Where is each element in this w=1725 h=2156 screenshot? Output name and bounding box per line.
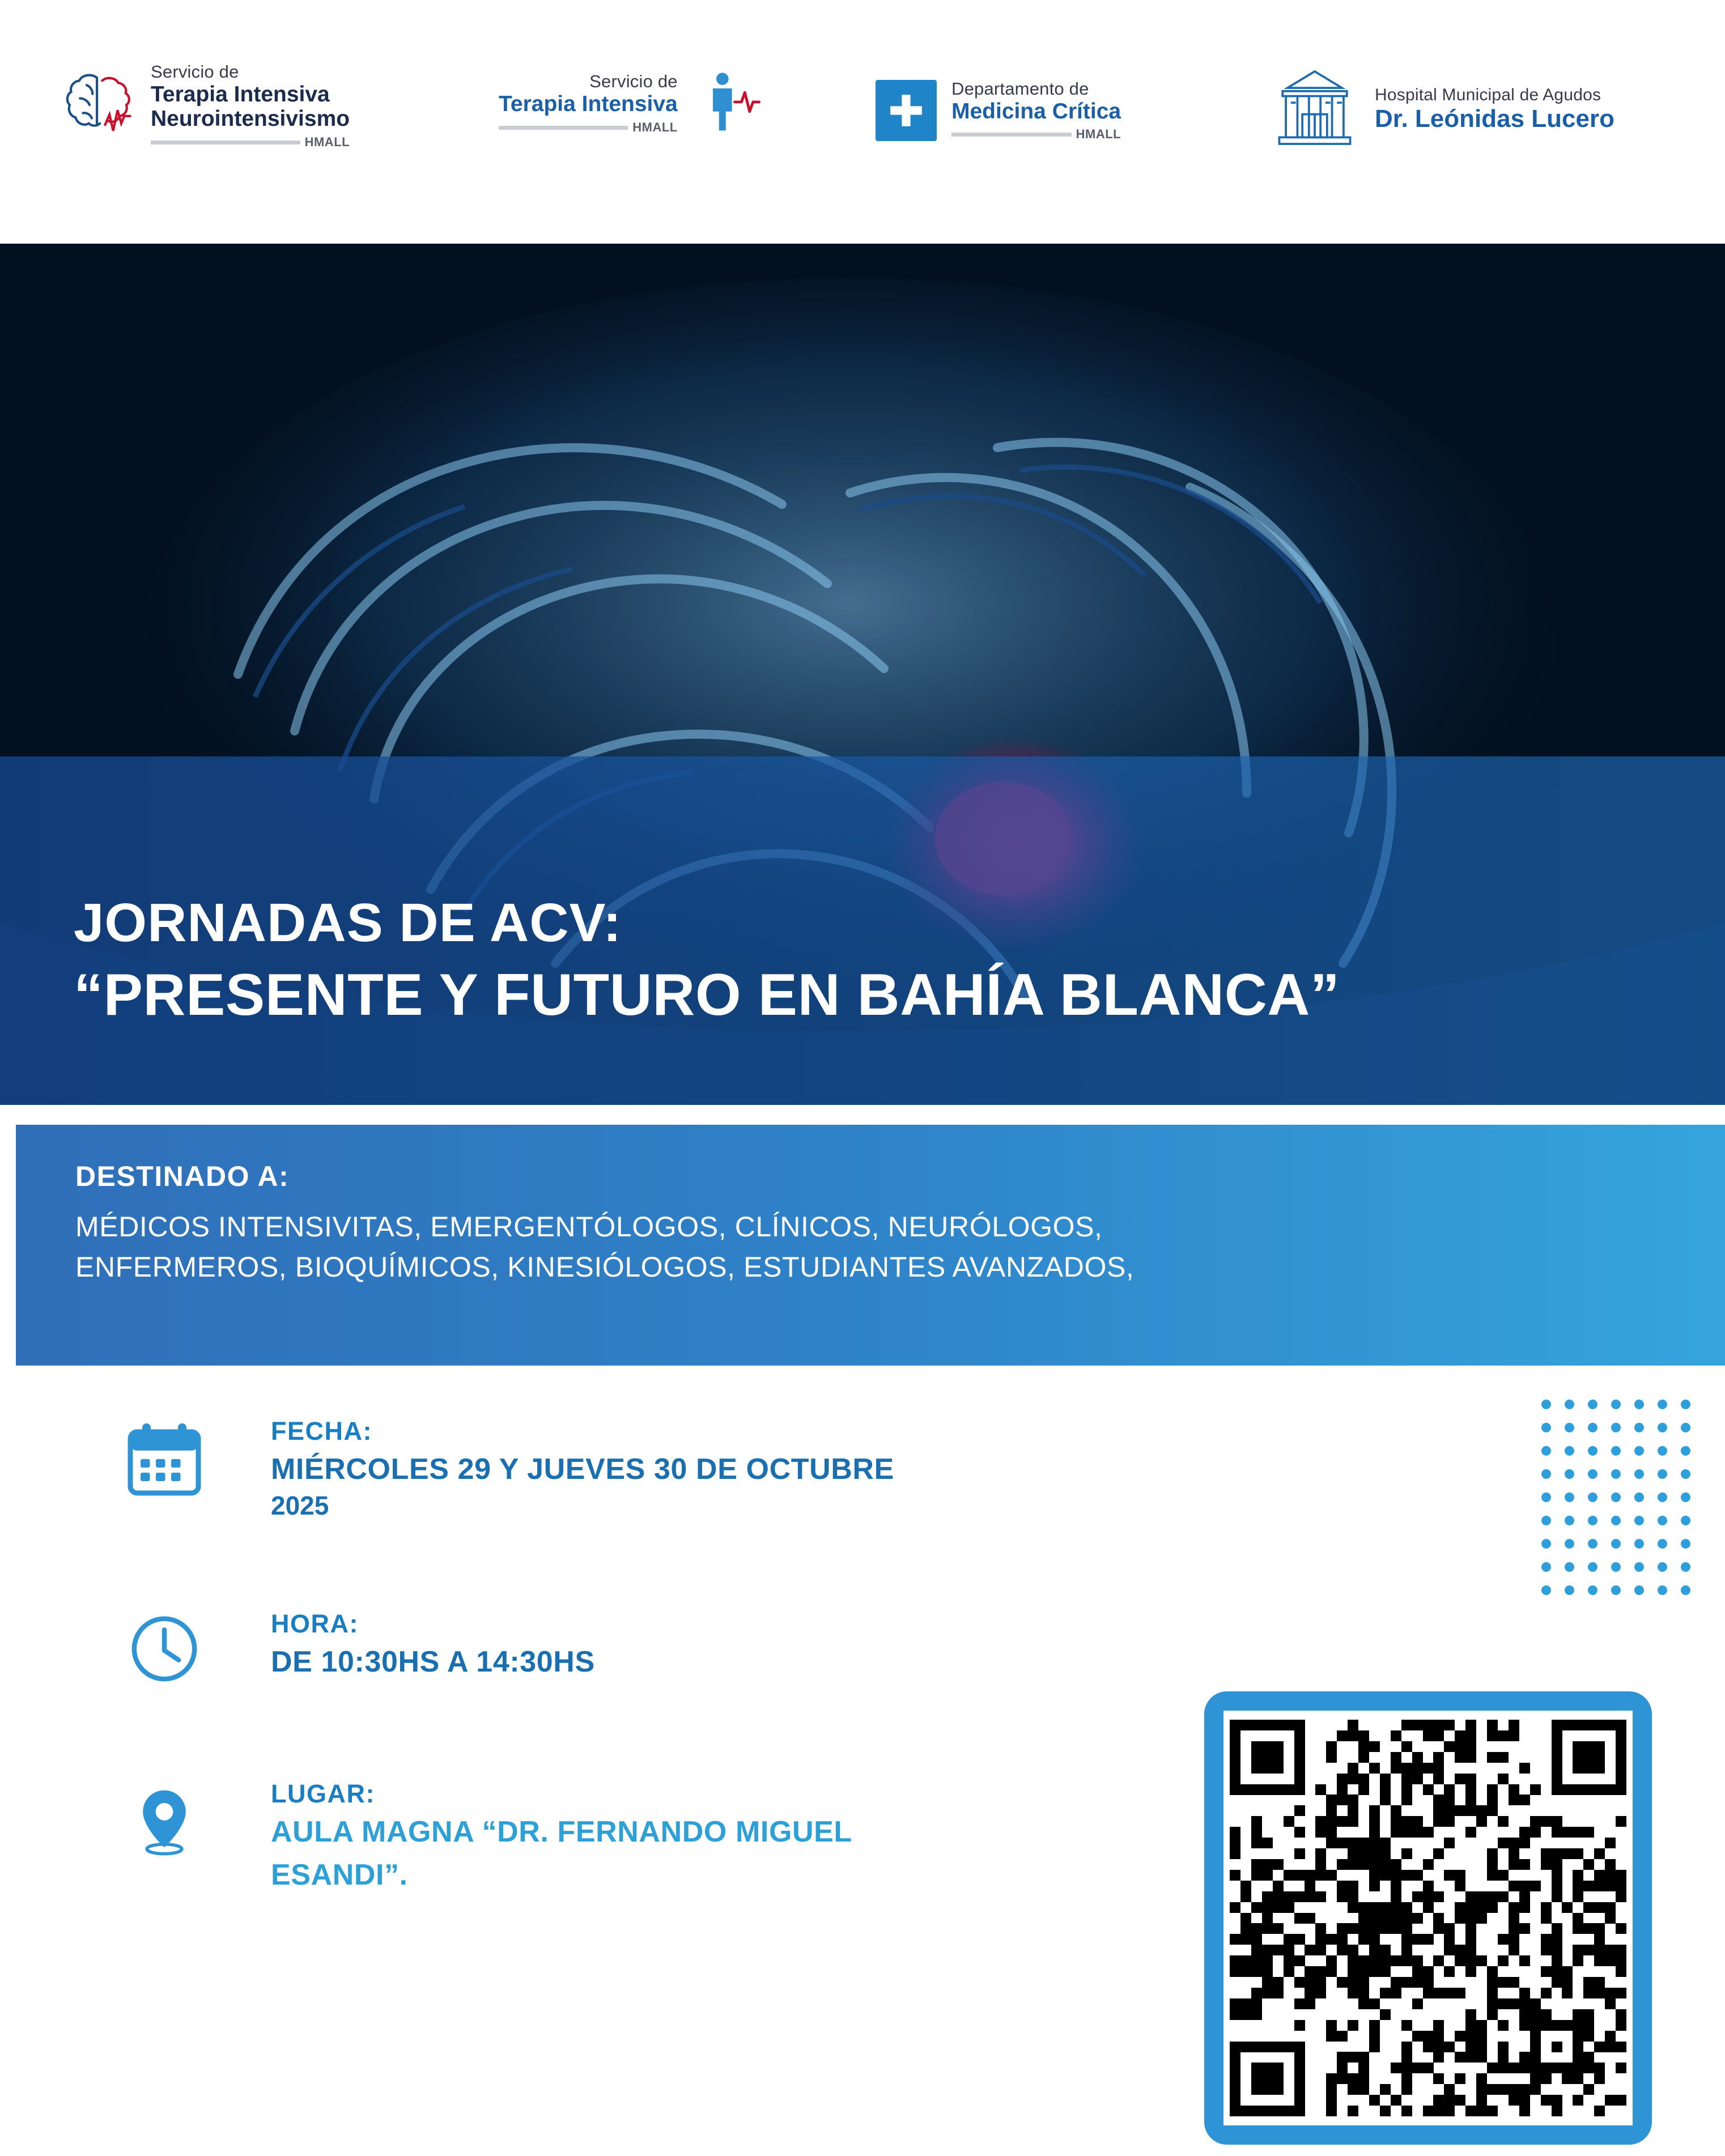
hora-label: HORA: <box>271 1609 359 1638</box>
logo-hospital-municipal <box>1269 65 1614 153</box>
logo-rule <box>151 135 350 150</box>
dot-grid-decoration <box>1541 1400 1704 1609</box>
lugar-line-1: AULA MAGNA “DR. FERNANDO MIGUEL <box>271 1815 852 1848</box>
footer-line-2: ESCANEAR EL CÓDIGO QR. <box>73 2081 469 2113</box>
rule-bar <box>151 141 300 144</box>
logo-neurointensivismo <box>62 62 350 150</box>
logo-line1: Departamento de <box>951 79 1089 99</box>
audience-label: DESTINADO A: <box>75 1160 290 1192</box>
hospital-building-icon <box>1269 65 1360 153</box>
brain-icon <box>62 70 136 141</box>
location-pin-icon <box>119 1779 210 1859</box>
lugar-line-2: ESANDI”. <box>271 1858 408 1891</box>
logo-tag: HMALL <box>1076 127 1121 142</box>
logo-tag: HMALL <box>304 135 350 150</box>
ecg-heart-icon <box>692 68 760 139</box>
audience-band <box>16 1125 1725 1366</box>
rule-bar <box>951 133 1072 137</box>
lugar-label: LUGAR: <box>271 1779 375 1808</box>
audience-line-1: MÉDICOS INTENSIVITAS, EMERGENTÓLOGOS, CLÍNICOS, NEURÓLOGOS, <box>75 1211 1103 1243</box>
logo-line1: Hospital Municipal de Agudos <box>1375 86 1601 105</box>
qr-code-image[interactable] <box>1230 1720 1626 2116</box>
logo-line1: Servicio de <box>151 62 239 82</box>
logo-line2: Medicina Crítica <box>951 99 1121 124</box>
fecha-text <box>271 1417 894 1521</box>
logo-medicina-critica <box>876 79 1121 142</box>
logo-line1: Servicio de <box>589 71 678 92</box>
audience-line-2: ENFERMEROS, BIOQUÍMICOS, KINESIÓLOGOS, ESTUDIANTES AVANZADOS, <box>75 1251 1135 1283</box>
logo-tag: HMALL <box>632 120 678 134</box>
footer-line-1: PARA ACCEDER A LA MATRICULACIÓN DEBERÁ <box>73 2041 762 2073</box>
audience-text <box>75 1207 1134 1287</box>
title-line-1: JORNADAS DE ACV: <box>74 892 622 953</box>
fecha-value: MIÉRCOLES 29 Y JUEVES 30 DE OCTUBRE <box>271 1453 894 1486</box>
logo-line2: Dr. Leónidas Lucero <box>1375 104 1614 133</box>
rule-bar <box>499 126 628 130</box>
lugar-text <box>271 1779 852 1894</box>
calendar-icon <box>119 1417 210 1502</box>
fecha-year: 2025 <box>271 1490 329 1520</box>
logo-line2: Terapia Intensiva <box>151 82 330 107</box>
fecha-label: FECHA: <box>271 1417 372 1445</box>
logo-bar <box>0 0 1725 244</box>
clock-icon <box>119 1609 210 1689</box>
footer-instructions <box>73 2037 762 2117</box>
title-line-2: “PRESENTE Y FUTURO EN BAHÍA BLANCA” <box>74 962 1340 1028</box>
hora-text <box>271 1609 595 1682</box>
logo-line2: Terapia Intensiva <box>499 92 678 117</box>
logo-line3: Neurointensivismo <box>151 107 350 131</box>
hora-value: DE 10:30HS A 14:30HS <box>271 1645 595 1678</box>
logo-rule <box>499 121 678 135</box>
logo-rule <box>951 127 1121 142</box>
poster-title <box>74 890 1660 1031</box>
qr-code-frame[interactable] <box>1204 1691 1652 2145</box>
logo-terapia-intensiva <box>499 68 760 139</box>
medical-cross-icon <box>876 80 937 141</box>
qr-code[interactable] <box>1223 1711 1633 2125</box>
